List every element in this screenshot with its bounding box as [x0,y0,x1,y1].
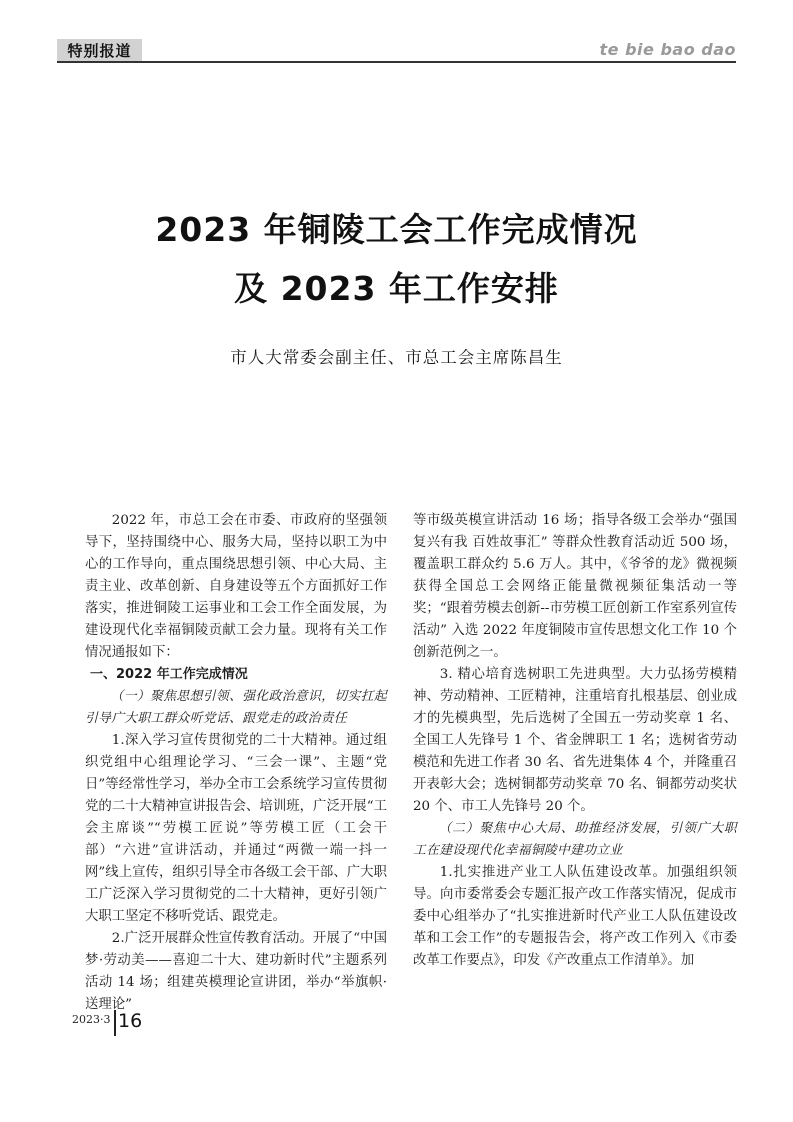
body-paragraph-continued: 等市级英模宣讲活动 16 场；指导各级工会举办“强国复兴有我 百姓故事汇” 等群众性教育活动近 500 场，覆盖职工群众约 5.6 万人。其中，《爷爷的龙》微视频获得全国总工会网络正能量微视频征集活动一等奖；“跟着劳模去创新--市劳模工匠创新工作室系列宣传活动” 入选 2022 年度铜陵市宣传思想文化工作 10 个创新范例之一。 [413,513,737,660]
page-number: 16 [118,1010,143,1032]
intro-paragraph: 2022 年，市总工会在市委、市政府的坚强领导下，坚持围绕中心、服务大局，坚持以职工为中心的工作导向，重点围绕思想引领、中心大局、主责主业、改革创新、自身建设等五个方面抓好工作落实，推进铜陵工运事业和工会工作全面发展，为建设现代化幸福铜陵贡献工会力量。现将有关工作情况通报如下： [85,513,387,660]
body-paragraph: 1.扎实推进产业工人队伍建设改革。加强组织领导。向市委常委会专题汇报产改工作落实情况，促成市委中心组举办了“扎实推进新时代产业工人队伍建设改革和工会工作”的专题报告会，将产改工作列入《市委改革工作要点》，印发《产改重点工作清单》。加 [413,865,737,968]
body-paragraph: 3. 精心培育选树职工先进典型。大力弘扬劳模精神、劳动精神、工匠精神，注重培育扎根基层、创业成才的先模典型，先后选树了全国五一劳动奖章 1 名、全国工人先锋号 1 个、省金牌职工 1 名；选树省劳动模范和先进工作者 30 名、省先进集体 4 个，并隆重召开表彰大会；选树铜都劳动奖章 70 名、铜都劳动奖状 20 个、市工人先锋号 20 个。 [413,667,737,814]
footer-divider [114,1010,116,1036]
body-paragraph: 2.广泛开展群众性宣传教育活动。开展了“中国梦·劳动美——喜迎二十大、建功新时代”主题系列活动 14 场；组建英模理论宣讲团，举办“举旗帜·送理论” [85,931,387,1012]
left-column [85,510,387,1016]
article-byline: 市人大常委会副主任、市总工会主席陈昌生 [230,348,563,367]
subsection-heading: （一）聚焦思想引领、强化政治意识，切实扛起引导广大职工群众听党话、跟党走的政治责任 [85,689,387,726]
article-title-line2: 及 2023 年工作安排 [234,269,559,308]
section-tag: 特别报道 [57,39,142,61]
section-pinyin: te bie bao dao [599,40,736,59]
body-paragraph: 1.深入学习宣传贯彻党的二十大精神。通过组织党组中心组理论学习、“三会一课”、主题“党日”等经常性学习，举办全市工会系统学习宣传贯彻党的二十大精神宣讲报告会、培训班，广泛开展“工会主席谈”“劳模工匠说”等劳模工匠（工会干部）“六进”宣讲活动，并通过“两微一端一抖一网”线上宣传，组织引导全市各级工会干部、广大职工广泛深入学习贯彻党的二十大精神，更好引领广大职工坚定不移听党话、跟党走。 [85,733,387,924]
section-heading: 一、2022 年工作完成情况 [90,667,248,682]
header-rule [57,61,736,63]
subsection-heading: （二）聚焦中心大局、助推经济发展，引领广大职工在建设现代化幸福铜陵中建功立业 [413,821,737,858]
issue-date: 2023·3 [72,1013,111,1026]
article-title-line1: 2023 年铜陵工会工作完成情况 [155,210,638,249]
right-column [413,510,737,972]
